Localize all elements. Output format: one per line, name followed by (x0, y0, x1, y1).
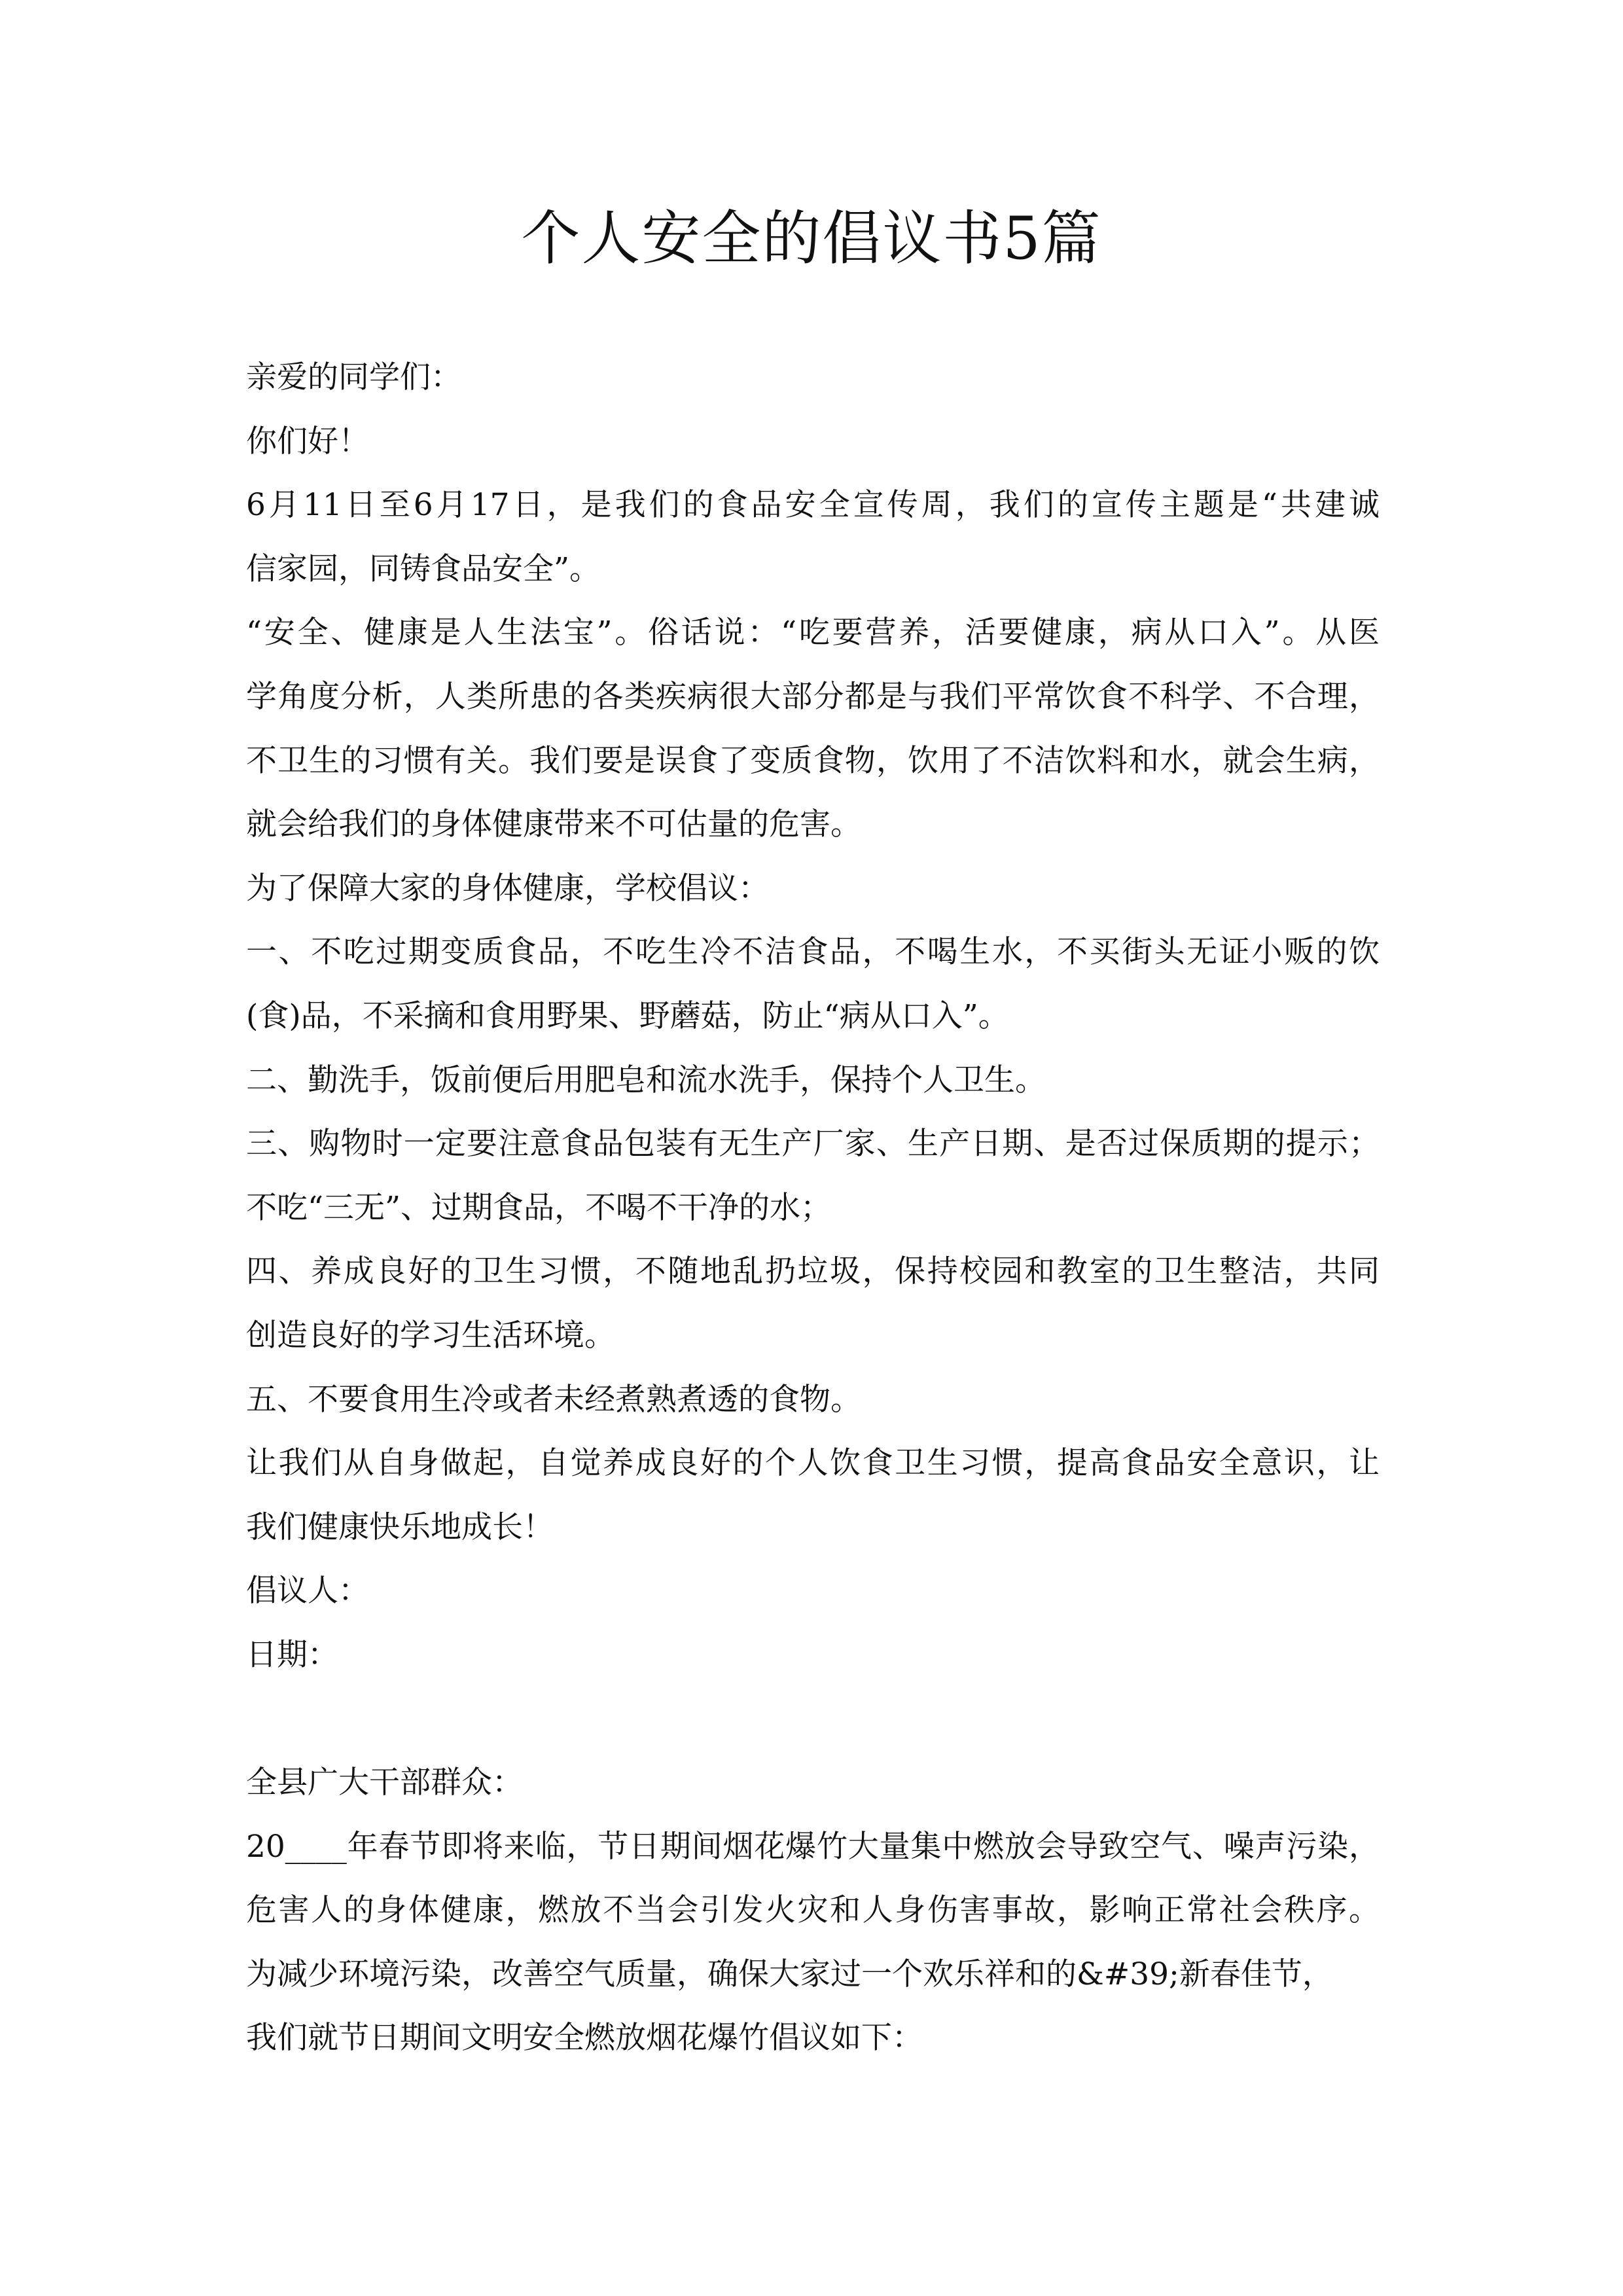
text-line: 为了保障大家的身体健康，学校倡议： (246, 870, 769, 906)
text-line: 信家园，同铸食品安全”。 (246, 550, 601, 587)
text-line: 就会给我们的身体健康带来不可估量的危害。 (246, 806, 861, 843)
text-line: 亲爱的同学们： (246, 359, 461, 395)
text-line: 二、勤洗手，饭前便后用肥皂和流水洗手，保持个人卫生。 (246, 1062, 1046, 1098)
text-line: 不吃“三无”、过期食品，不喝不干净的水； (246, 1189, 832, 1226)
text-line: 让我们从自身做起，自觉养成良好的个人饮食卫生习惯，提高食品安全意识，让 (246, 1445, 1380, 1482)
text-line: 危害人的身体健康，燃放不当会引发火灾和人身伤害事故，影响正常社会秩序。 (246, 1892, 1380, 1929)
text-line: “安全、健康是人生法宝”。俗话说：“吃要营养，活要健康，病从口入”。从医 (246, 615, 1380, 651)
text-line: 我们就节日期间文明安全燃放烟花爆竹倡议如下： (246, 2020, 923, 2056)
document-title: 个人安全的倡议书5篇 (521, 204, 1102, 273)
text-line: 三、购物时一定要注意食品包装有无生产厂家、生产日期、是否过保质期的提示； (246, 1126, 1380, 1162)
text-line: 四、养成良好的卫生习惯，不随地乱扔垃圾，保持校园和教室的卫生整洁，共同 (246, 1253, 1380, 1290)
document-body (246, 346, 1380, 2070)
text-line: 全县广大干部群众： (246, 1765, 523, 1801)
text-line: 20____年春节即将来临，节日期间烟花爆竹大量集中燃放会导致空气、噪声污染， (246, 1828, 1380, 1865)
text-line: 一、不吃过期变质食品，不吃生冷不洁食品，不喝生水，不买街头无证小贩的饮 (246, 934, 1380, 971)
text-line: 为减少环境污染，改善空气质量，确保大家过一个欢乐祥和的&#39;新春佳节， (246, 1956, 1333, 1992)
date-label: 日期： (246, 1636, 338, 1673)
text-line: 6月11日至6月17日，是我们的食品安全宣传周，我们的宣传主题是“共建诚 (246, 487, 1380, 524)
text-line: 我们健康快乐地成长！ (246, 1509, 554, 1545)
text-line: 不卫生的习惯有关。我们要是误食了变质食物，饮用了不洁饮料和水，就会生病， (246, 742, 1380, 779)
text-line: 五、不要食用生冷或者未经煮熟煮透的食物。 (246, 1381, 861, 1418)
text-line: 创造良好的学习生活环境。 (246, 1317, 615, 1354)
section-gap (246, 1687, 1380, 1751)
text-line: 你们好！ (246, 423, 369, 459)
signature-label: 倡议人： (246, 1573, 369, 1609)
text-line: 学角度分析，人类所患的各类疾病很大部分都是与我们平常饮食不科学、不合理， (246, 678, 1380, 715)
text-line: (食)品，不采摘和食用野果、野蘑菇，防止“病从口入”。 (246, 997, 1009, 1034)
